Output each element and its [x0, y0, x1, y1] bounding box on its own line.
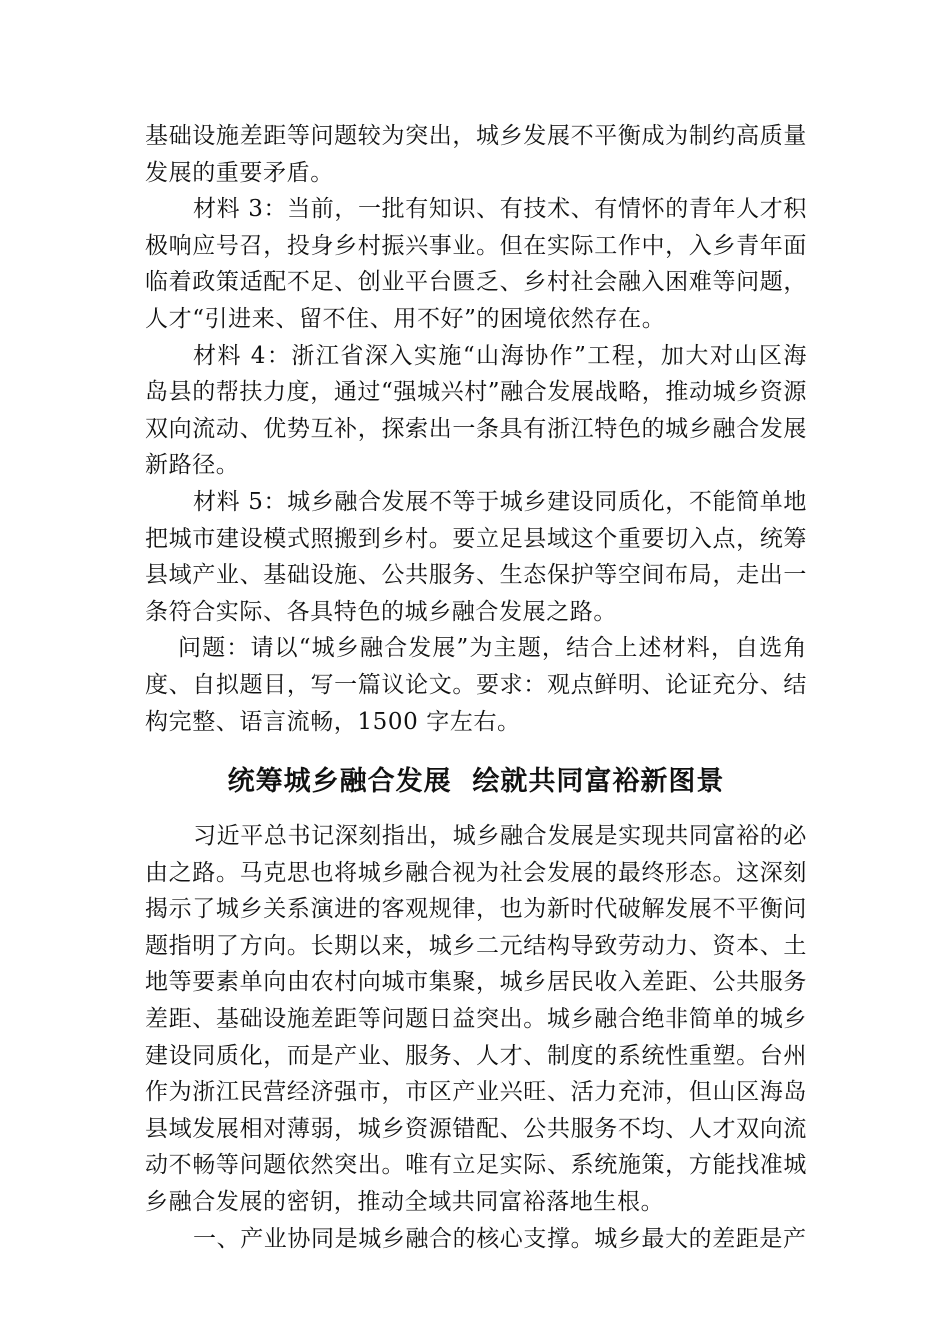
- document-page: [145, 118, 807, 1257]
- essay-title: 统筹城乡融合发展 绘就共同富裕新图景: [227, 766, 725, 798]
- material-4-paragraph: 材料 4：浙江省深入实施“山海协作”工程，加大对山区海岛县的帮扶力度，通过“强城兴村”融合发展战略，推动城乡资源双向流动、优势互补，探索出一条具有浙江特色的城乡融合发展新路径。: [145, 342, 807, 479]
- essay-paragraph-1: 习近平总书记深刻指出，城乡融合发展是实现共同富裕的必由之路。马克思也将城乡融合视为社会发展的最终形态。这深刻揭示了城乡关系演进的客观规律，也为新时代破解发展不平衡问题指明了方向。长期以来，城乡二元结构导致劳动力、资本、土地等要素单向由农村向城市集聚，城乡居民收入差距、公共服务差距、基础设施差距等问题日益突出。城乡融合绝非简单的城乡建设同质化，而是产业、服务、人才、制度的系统性重塑。台州作为浙江民营经济强市，市区产业兴旺、活力充沛，但山区海岛县域发展相对薄弱，城乡资源错配、公共服务不均、人才双向流动不畅等问题依然突出。唯有立足实际、系统施策，方能找准城乡融合发展的密钥，推动全域共同富裕落地生根。: [145, 823, 807, 1216]
- question-paragraph: 问题：请以“城乡融合发展”为主题，结合上述材料，自选角度、自拟题目，写一篇议论文。要求：观点鲜明、论证充分、结构完整、语言流畅，1500 字左右。: [145, 635, 807, 735]
- material-continued-paragraph: 基础设施差距等问题较为突出，城乡发展不平衡成为制约高质量发展的重要矛盾。: [145, 123, 807, 186]
- material-5-paragraph: 材料 5：城乡融合发展不等于城乡建设同质化，不能简单地把城市建设模式照搬到乡村。要立足县域这个重要切入点，统筹县域产业、基础设施、公共服务、生态保护等空间布局，走出一条符合实际、各具特色的城乡融合发展之路。: [145, 488, 807, 625]
- essay-paragraph-2: 一、产业协同是城乡融合的核心支撑。城乡最大的差距是产: [193, 1225, 807, 1252]
- material-3-paragraph: 材料 3：当前，一批有知识、有技术、有情怀的青年人才积极响应号召，投身乡村振兴事业。但在实际工作中，入乡青年面临着政策适配不足、创业平台匮乏、乡村社会融入困难等问题，人才“引进来、留不住、用不好”的困境依然存在。: [145, 196, 807, 332]
